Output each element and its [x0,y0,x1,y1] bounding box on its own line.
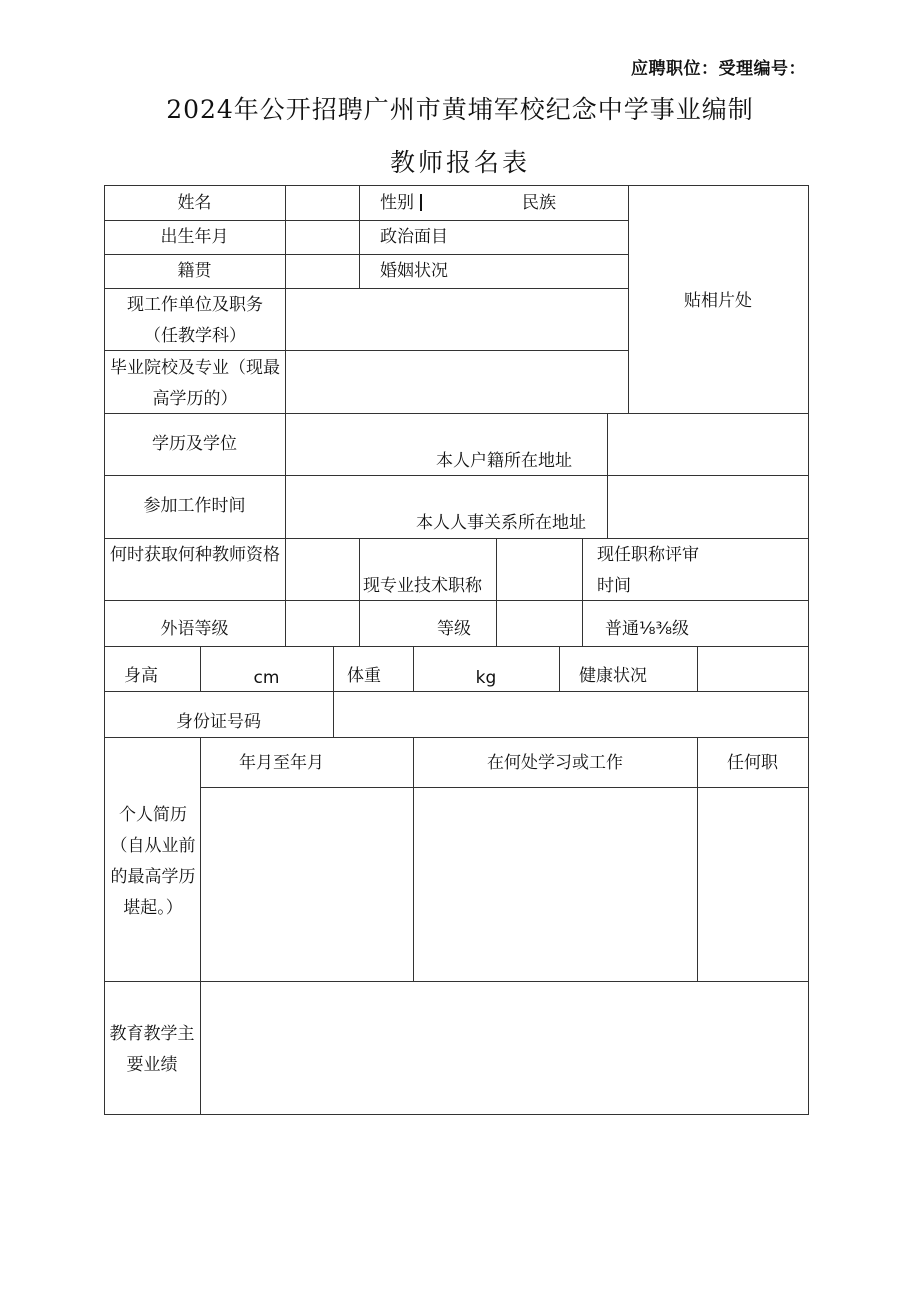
table-border-bottom [104,1114,809,1115]
col-line [200,737,201,1114]
col-line [607,413,608,538]
col-line [582,538,583,646]
label-marital: 婚姻状况 [380,261,448,281]
col-line [285,413,286,538]
photo-placeholder[interactable]: 贴相片处 [684,291,752,311]
label-personnel: 本人人事关系所在地址 [416,513,586,533]
col-line [333,691,334,737]
label-gender: 性别 [380,193,414,213]
unit-cm: cm [253,668,280,688]
col-line [697,646,698,691]
label-hukou: 本人户籍所在地址 [436,451,572,471]
label-degree: 学历及学位 [152,434,237,454]
label-work-unit: 现工作单位及职务（任教学科） [127,295,263,346]
col-line [285,538,286,646]
label-id-number: 身份证号码 [176,712,261,732]
label-qualification: 何时获取何种教师资格 [110,545,280,565]
col-line [559,646,560,691]
label-political: 政治面目 [380,227,448,247]
row-line [104,981,809,982]
label-mandarin: 普通⅛⅜级 [605,619,689,639]
resume-header-role: 任何职 [727,753,778,773]
label-birth: 出生年月 [160,227,229,247]
col-line [496,538,497,646]
row-line [104,220,628,221]
resume-header-place: 在何处学习或工作 [487,753,623,773]
table-border-top [104,185,809,186]
label-title-tech: 现专业技术职称 [363,576,482,596]
label-native: 籍贯 [177,261,212,281]
col-line [285,288,286,413]
col-line [333,646,334,691]
table-border-right [808,185,809,1115]
label-ethnicity: 民族 [522,193,556,213]
label-work-time: 参加工作时间 [143,496,246,516]
row-line [104,254,628,255]
serial-label: 受理编号： [718,59,806,79]
col-line [285,185,286,288]
label-weight: 体重 [347,666,381,686]
text-cursor [420,194,422,211]
unit-kg: kg [475,668,497,688]
col-line [359,185,360,288]
label-height: 身高 [124,666,158,686]
position-label: 应聘职位： [631,59,719,79]
form-subtitle: 教师报名表 [389,148,530,177]
label-level: 等级 [437,619,471,639]
label-language: 外语等级 [160,619,229,639]
row-line [104,646,809,647]
row-line [104,288,628,289]
label-name: 姓名 [177,193,212,213]
header-labels [631,54,806,79]
label-health: 健康状况 [579,666,647,686]
resume-header-period: 年月至年月 [239,753,324,773]
col-line [359,538,360,646]
form-title: 2024年公开招聘广州市黄埔军校纪念中学事业编制 [166,95,754,124]
label-title-time: 现任职称评审时间 [597,545,699,596]
row-line [200,787,809,788]
label-resume: 个人简历（自从业前的最高学历堪起。） [110,805,196,918]
label-achievements: 教育教学主要业绩 [109,1024,195,1075]
label-school: 毕业院校及专业（现最高学历的） [110,358,280,409]
table-border-left [104,185,105,1115]
